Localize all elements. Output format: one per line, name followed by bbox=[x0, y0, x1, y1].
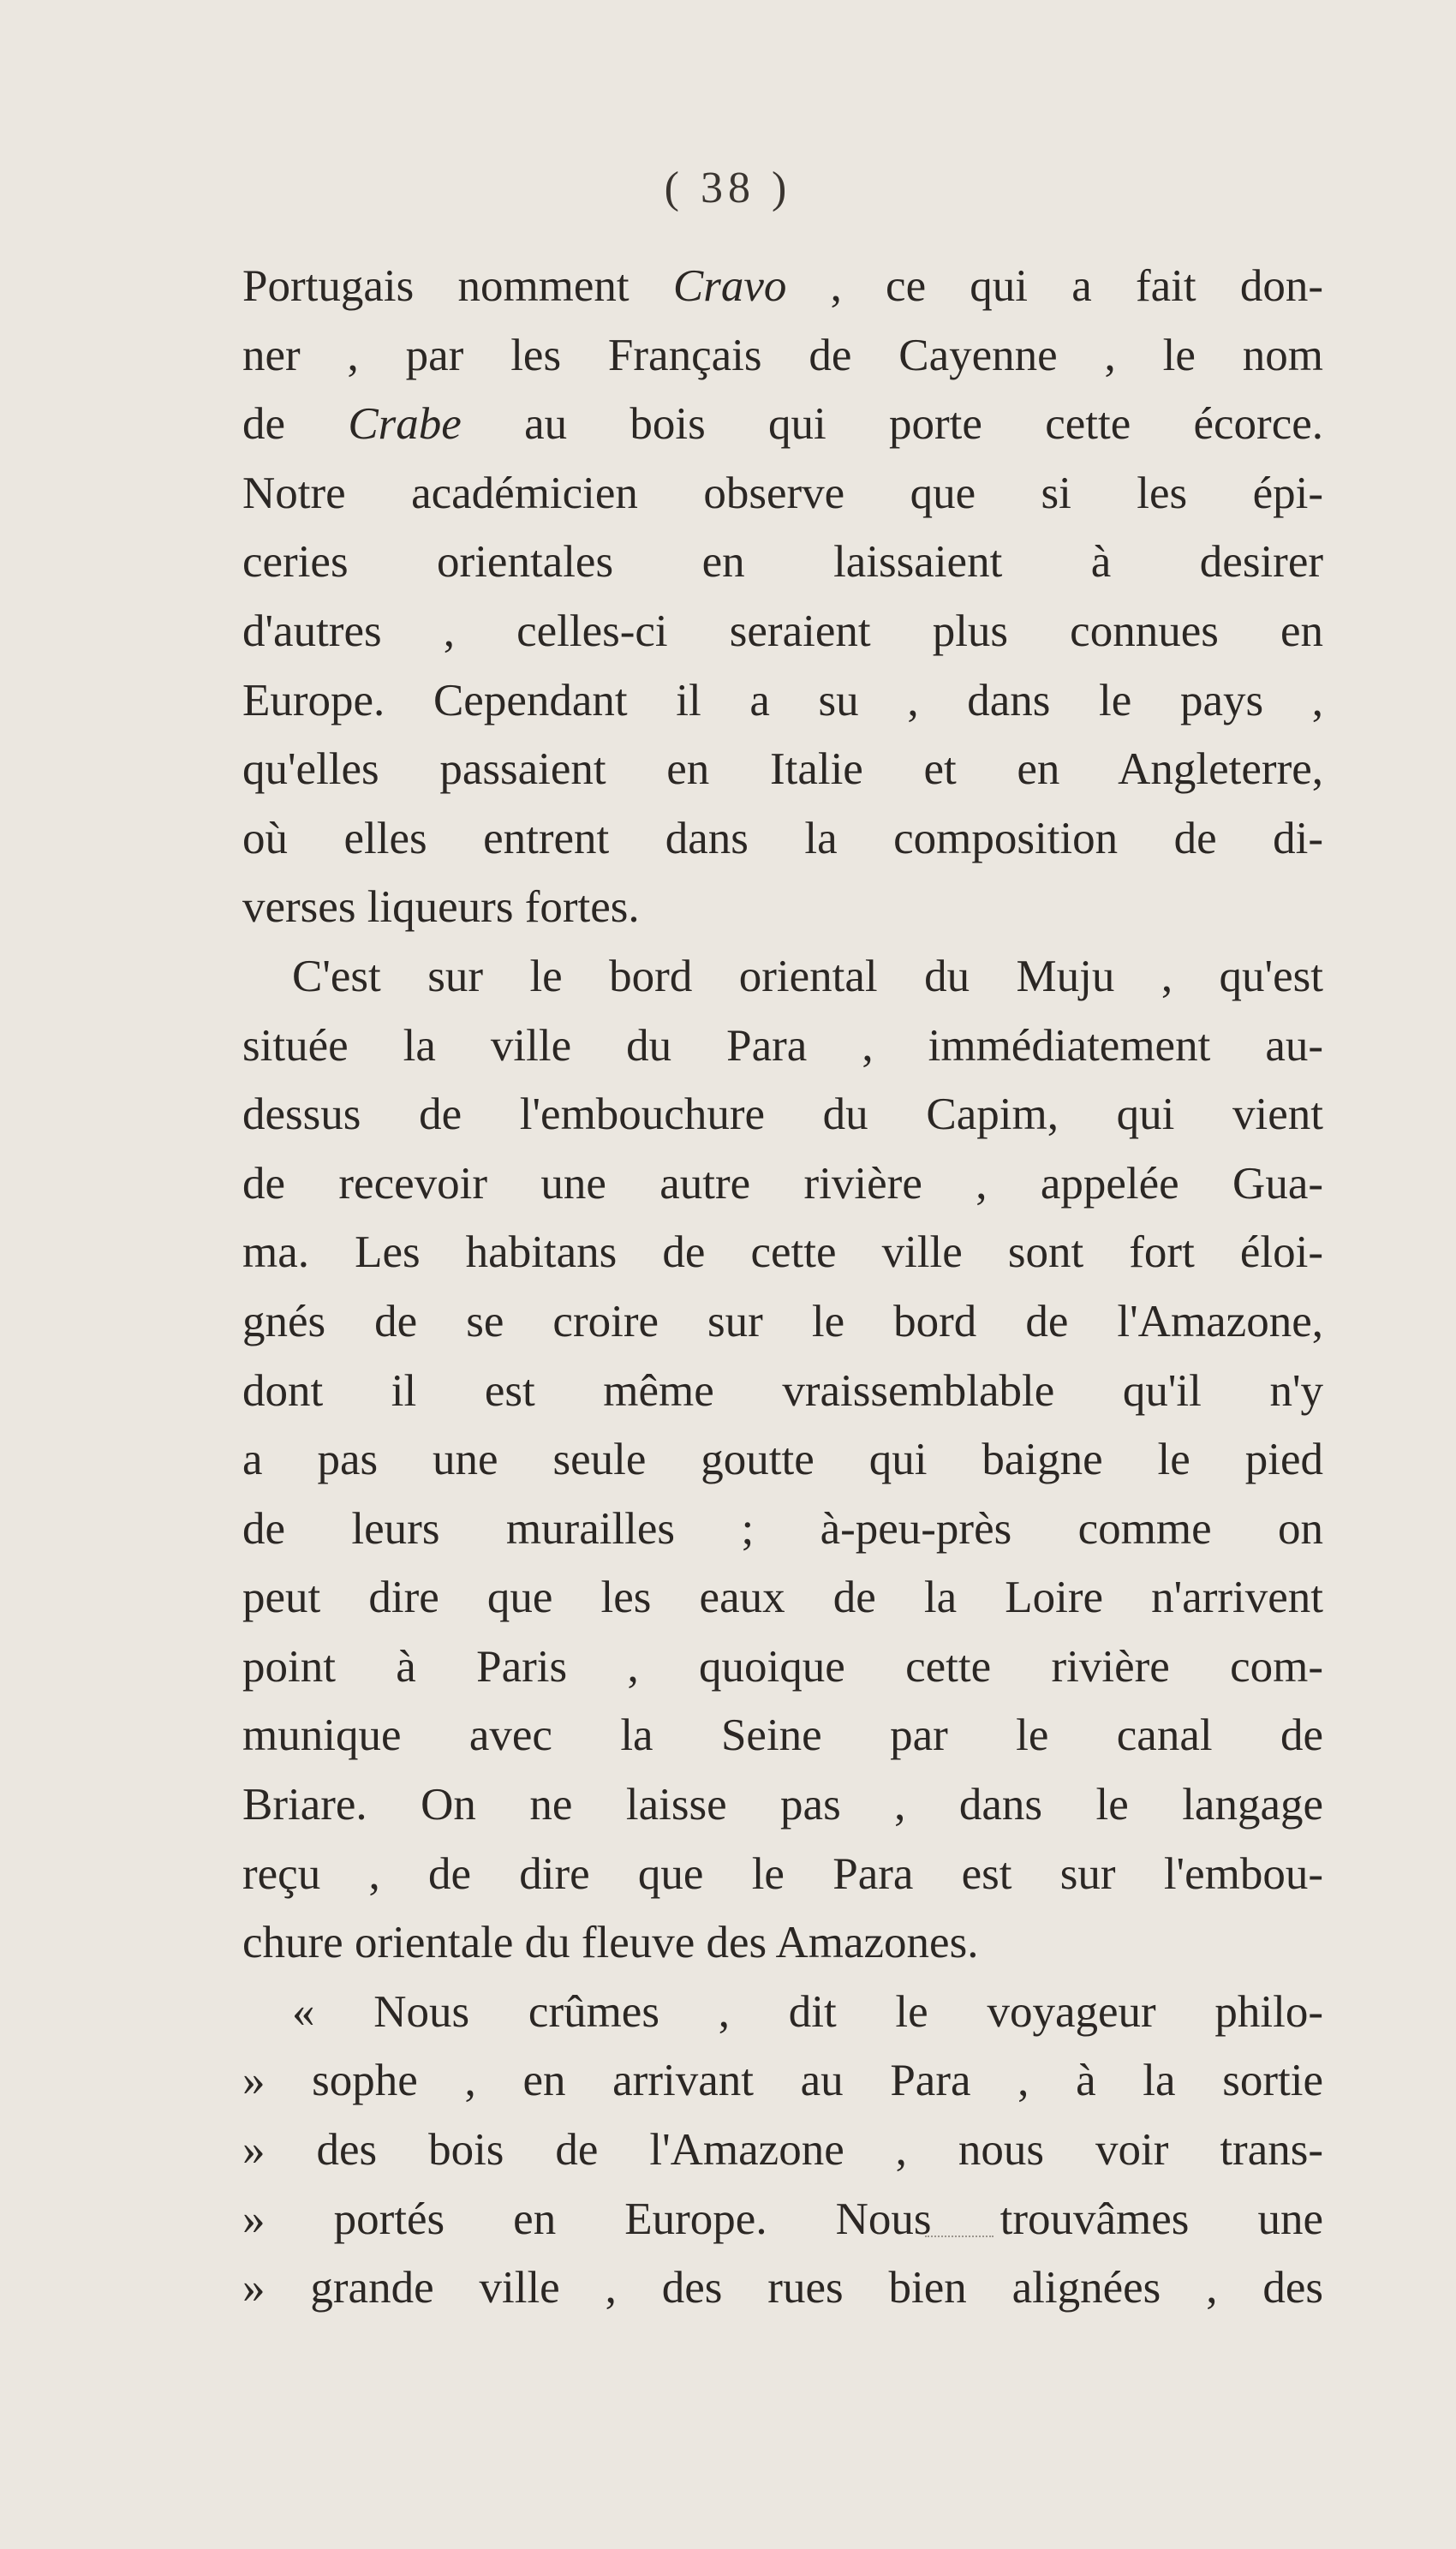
text-line bbox=[242, 1012, 1323, 1081]
page-number: ( 38 ) bbox=[664, 164, 792, 212]
text-line bbox=[242, 1495, 1323, 1564]
text-segment: a pas une seule goutte qui baigne le pied bbox=[242, 1435, 1323, 1485]
text-segment: munique avec la Seine par le canal de bbox=[242, 1710, 1323, 1761]
text-segment: dessus de l'embouchure du Capim, qui vient bbox=[242, 1089, 1323, 1140]
text-segment: ma. Les habitans de cette ville sont fort éloi- bbox=[242, 1227, 1323, 1278]
text-segment: point à Paris , quoique cette rivière com- bbox=[242, 1641, 1323, 1692]
text-line bbox=[242, 1563, 1323, 1633]
text-segment: » grande ville , des rues bien alignées , des bbox=[242, 2263, 1323, 2313]
body-text bbox=[242, 252, 1323, 2323]
text-line bbox=[242, 2185, 1323, 2254]
text-segment: verses liqueurs fortes. bbox=[242, 882, 640, 933]
text-line bbox=[242, 804, 1323, 874]
text-line bbox=[242, 942, 1323, 1012]
text-line bbox=[242, 2116, 1323, 2185]
text-line bbox=[242, 321, 1323, 391]
text-segment: d'autres , celles-ci seraient plus connues en bbox=[242, 606, 1323, 656]
text-segment: située la ville du Para , immédiatement au- bbox=[242, 1020, 1323, 1071]
text-segment: chure orientale du fleuve des Amazones. bbox=[242, 1918, 979, 1968]
text-line bbox=[242, 1287, 1323, 1357]
printer-mark bbox=[925, 2236, 994, 2242]
text-line bbox=[242, 1840, 1323, 1909]
text-line bbox=[242, 1357, 1323, 1426]
text-segment: au bois qui porte cette écorce. bbox=[461, 399, 1324, 450]
text-line bbox=[242, 735, 1323, 804]
text-segment: » portés en Europe. Nous trouvâmes une bbox=[242, 2194, 1323, 2244]
text-line bbox=[242, 1701, 1323, 1770]
text-segment: gnés de se croire sur le bord de l'Amazone, bbox=[242, 1296, 1323, 1346]
text-segment: Briare. On ne laisse pas , dans le langage bbox=[242, 1780, 1323, 1830]
italic-term: Cravo bbox=[672, 261, 787, 311]
text-segment: où elles entrent dans la composition de di- bbox=[242, 813, 1323, 863]
text-line bbox=[242, 873, 1323, 942]
text-line bbox=[242, 1770, 1323, 1840]
text-line bbox=[242, 459, 1323, 528]
text-line bbox=[242, 1149, 1323, 1219]
italic-term: Crabe bbox=[348, 399, 462, 450]
text-line bbox=[242, 1218, 1323, 1287]
text-segment: de leurs murailles ; à-peu-près comme on bbox=[242, 1503, 1323, 1554]
text-segment: ner , par les Français de Cayenne , le nom bbox=[242, 330, 1323, 380]
text-segment: dont il est même vraissemblable qu'il n'y bbox=[242, 1365, 1323, 1416]
text-segment: qu'elles passaient en Italie et en Angleterre, bbox=[242, 744, 1323, 795]
text-segment: de recevoir une autre rivière , appelée Gua- bbox=[242, 1158, 1323, 1209]
text-segment: « Nous crûmes , dit le voyageur philo- bbox=[292, 1986, 1323, 2037]
text-line bbox=[242, 1633, 1323, 1702]
text-line bbox=[242, 1425, 1323, 1495]
text-segment: Notre académicien observe que si les épi- bbox=[242, 468, 1323, 518]
text-line bbox=[242, 1978, 1323, 2047]
text-segment: ceries orientales en laissaient à desirer bbox=[242, 537, 1323, 588]
text-line bbox=[242, 2254, 1323, 2323]
text-segment: » sophe , en arrivant au Para , à la sortie bbox=[242, 2056, 1323, 2106]
text-segment: de bbox=[242, 399, 349, 450]
text-line bbox=[242, 1080, 1323, 1149]
text-segment: Europe. Cependant il a su , dans le pays , bbox=[242, 675, 1323, 725]
text-line bbox=[242, 528, 1323, 597]
text-segment: peut dire que les eaux de la Loire n'arrivent bbox=[242, 1573, 1323, 1623]
text-line bbox=[242, 597, 1323, 666]
text-line bbox=[242, 252, 1323, 321]
text-segment: » des bois de l'Amazone , nous voir trans- bbox=[242, 2125, 1323, 2176]
text-line bbox=[242, 666, 1323, 736]
text-line bbox=[242, 2046, 1323, 2116]
text-segment: , ce qui a fait don- bbox=[786, 261, 1323, 311]
text-line bbox=[242, 390, 1323, 459]
text-line bbox=[242, 1908, 1323, 1978]
text-segment: reçu , de dire que le Para est sur l'embou- bbox=[242, 1848, 1323, 1899]
text-segment: C'est sur le bord oriental du Muju , qu'est bbox=[292, 951, 1323, 1001]
text-segment: Portugais nomment bbox=[242, 261, 673, 311]
